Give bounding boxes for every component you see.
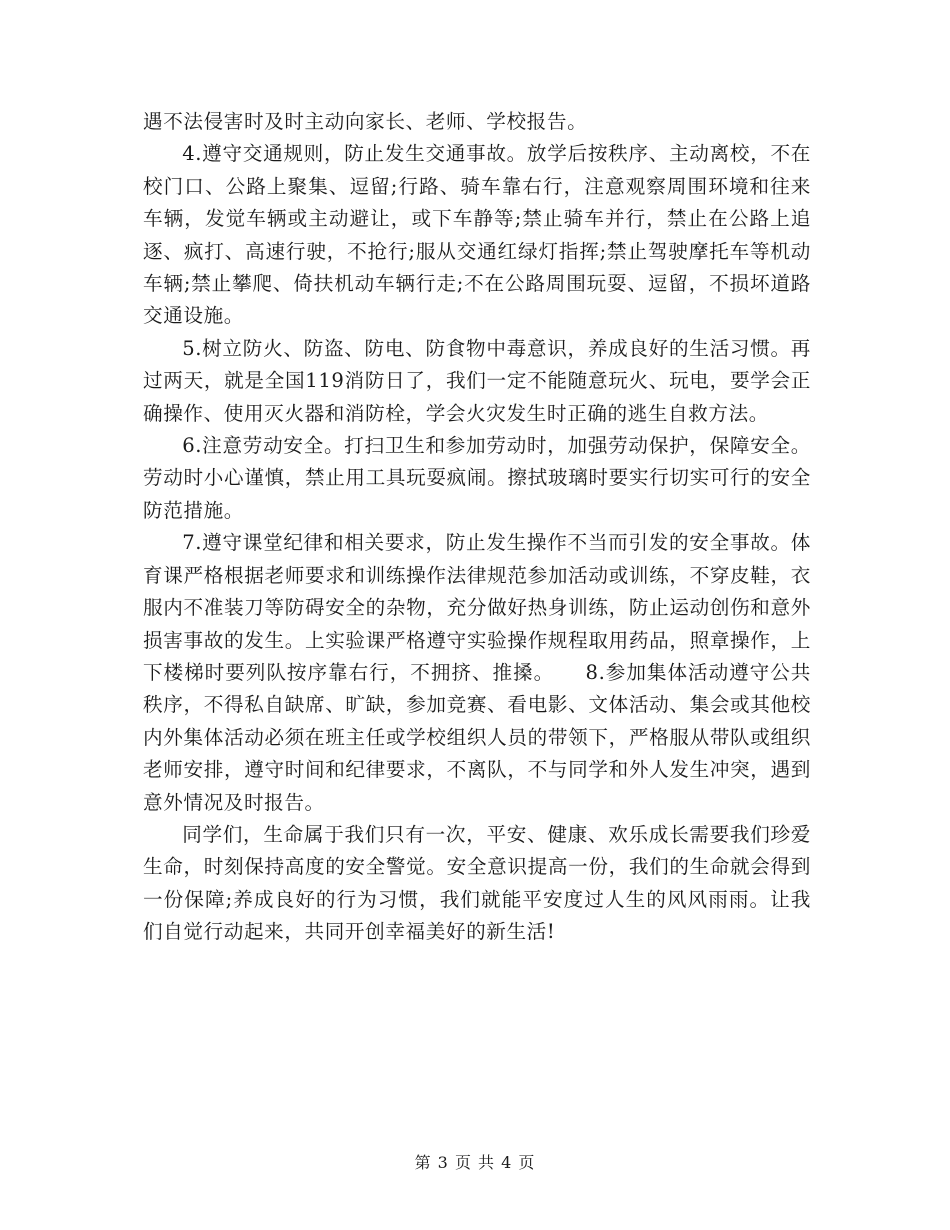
paragraph-item-5: 5.树立防火、防盗、防电、防食物中毒意识，养成良好的生活习惯。再过两天，就是全国119消防日了，我们一定不能随意玩火、玩电，要学会正确操作、使用灭火器和消防栓，学会火灾发生时正确的逃生自救方法。 <box>143 336 811 425</box>
page-number-footer: 第 3 页 共 4 页 <box>414 1153 536 1172</box>
paragraph-item-7-8: 7.遵守课堂纪律和相关要求，防止发生操作不当而引发的安全事故。体育课严格根据老师要求和训练操作法律规范参加活动或训练，不穿皮鞋，衣服内不准装刀等防碍安全的杂物，充分做好热身训练，防止运动创伤和意外损害事故的发生。上实验课严格遵守实验操作规程取用药品，照章操作，上下楼梯时要列队按序靠右行，不拥挤、推搡。 8.参加集体活动遵守公共秩序，不得私自缺席、旷缺，参加竞赛、看电影、文体活动、集会或其他校内外集体活动必须在班主任或学校组织人员的带领下，严格服从带队或组织老师安排，遵守时间和纪律要求，不离队，不与同学和外人发生冲突，遇到意外情况及时报告。 <box>143 531 811 814</box>
document-body <box>143 106 811 949</box>
paragraph-closing: 同学们，生命属于我们只有一次，平安、健康、欢乐成长需要我们珍爱生命，时刻保持高度的安全警觉。安全意识提高一份，我们的生命就会得到一份保障;养成良好的行为习惯，我们就能平安度过人生的风风雨雨。让我们自觉行动起来，共同开创幸福美好的新生活! <box>143 822 811 944</box>
paragraph-item-4: 4.遵守交通规则，防止发生交通事故。放学后按秩序、主动离校，不在校门口、公路上聚集、逗留;行路、骑车靠右行，注意观察周围环境和往来车辆，发觉车辆或主动避让，或下车静等;禁止骑车并行，禁止在公路上追逐、疯打、高速行驶，不抢行;服从交通红绿灯指挥;禁止驾驶摩托车等机动车辆;禁止攀爬、倚扶机动车辆行走;不在公路周围玩耍、逗留，不损坏道路交通设施。 <box>143 142 811 328</box>
paragraph-item-6: 6.注意劳动安全。打扫卫生和参加劳动时，加强劳动保护，保障安全。劳动时小心谨慎，禁止用工具玩耍疯闹。擦拭玻璃时要实行切实可行的安全防范措施。 <box>143 434 811 522</box>
paragraph-continuation: 遇不法侵害时及时主动向家长、老师、学校报告。 <box>143 110 588 133</box>
